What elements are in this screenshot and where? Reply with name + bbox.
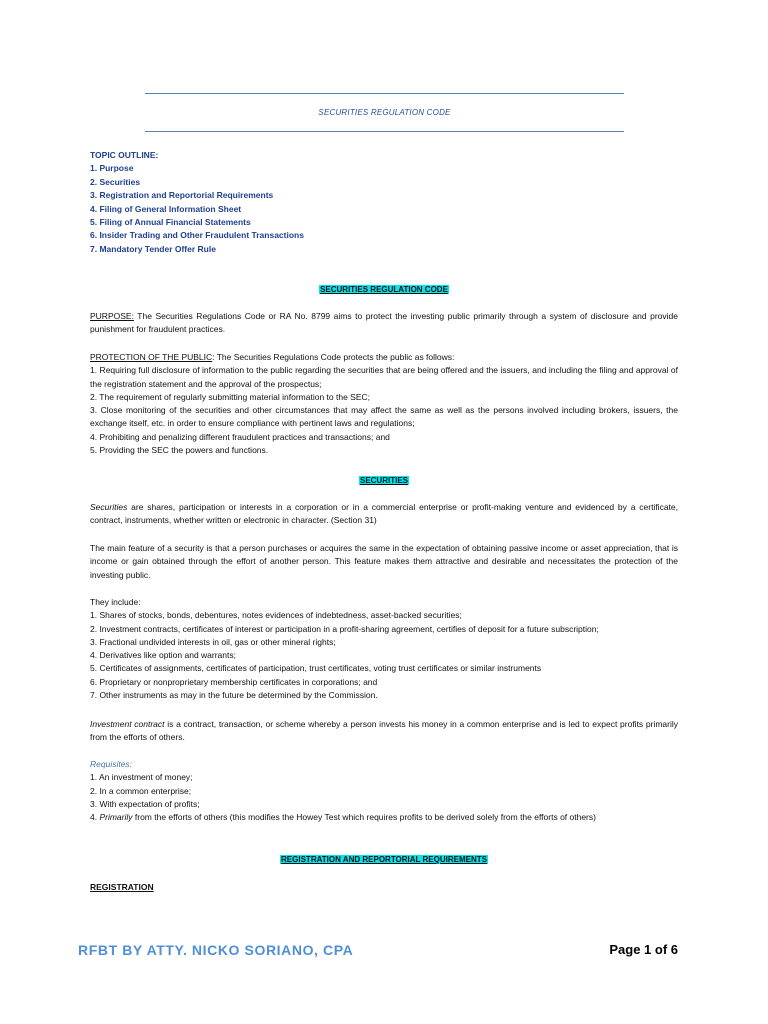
outline-item: 3. Registration and Reportorial Requirements <box>90 190 274 201</box>
purpose-label: PURPOSE: <box>90 311 134 321</box>
protection-item: 3. Close monitoring of the securities and other circumstances that may affect the same as well as the persons involved including brokers, issuers, the exchange itself, etc. in order to ensure compliance with pertinent laws and regulations; <box>90 405 678 429</box>
securities-definition <box>90 501 678 528</box>
header-rule-top <box>145 93 624 94</box>
protection-text: : The Securities Regulations Code protects the public as follows: <box>212 352 455 362</box>
req4-prefix: 4. <box>90 812 100 823</box>
include-label: They include: <box>90 597 141 607</box>
req4-text: from the efforts of others (this modifies the Howey Test which requires profits to be derived solely from the efforts of others) <box>132 812 596 823</box>
section-heading-src <box>90 283 678 296</box>
page-number: Page 1 of 6 <box>609 942 678 957</box>
outline-item: 2. Securities <box>90 176 141 187</box>
def-term: Securities <box>90 502 128 512</box>
include-list <box>90 596 678 702</box>
outline-item: 5. Filing of Annual Financial Statements <box>90 217 251 228</box>
requisite-item: 2. In a common enterprise; <box>90 785 192 796</box>
protection-item: 4. Prohibiting and penalizing different fraudulent practices and transactions; and <box>90 431 390 442</box>
purpose-paragraph <box>90 310 678 337</box>
ic-term: Investment contract <box>90 719 165 729</box>
outline-item: 1. Purpose <box>90 163 134 174</box>
protection-item: 1. Requiring full disclosure of information to the public regarding the securities that are being offered and the issuers, and including the filing and approval of the registration statement and the approval of the prospectus; <box>90 365 678 389</box>
topic-outline <box>90 149 304 256</box>
include-item: 1. Shares of stocks, bonds, debentures, notes evidences of indebtedness, asset-backed securities; <box>90 610 462 621</box>
def-text: are shares, participation or interests in a corporation or in a commercial enterprise or profit-making venture and evidenced by a certificate, contract, instruments, whether written or electronic in character. (Section 31) <box>90 502 678 526</box>
include-item: 3. Fractional undivided interests in oil, gas or other mineral rights; <box>90 636 336 647</box>
feature-paragraph: The main feature of a security is that a person purchases or acquires the same in the expectation of obtaining passive income or asset appreciation, that is income or gain obtained through the effort of another person. This feature makes them attractive and desirable and necessitates the protection of the investing public. <box>90 543 678 580</box>
section-heading-securities <box>90 474 678 487</box>
ic-text: is a contract, transaction, or scheme whereby a person invests his money in a common enterprise and is led to expect profits primarily from the efforts of others. <box>90 719 679 743</box>
header-rule-bottom <box>145 131 624 132</box>
protection-label: PROTECTION OF THE PUBLIC <box>90 352 213 362</box>
section-heading-registration <box>90 853 678 866</box>
include-item: 6. Proprietary or nonproprietary membership certificates in corporations; and <box>90 676 378 687</box>
highlighted-heading: SECURITIES <box>359 476 408 485</box>
investment-contract-paragraph <box>90 718 678 745</box>
requisites-label: Requisites: <box>90 759 133 769</box>
include-item: 4. Derivatives like option and warrants; <box>90 650 236 661</box>
protection-item: 5. Providing the SEC the powers and functions. <box>90 445 269 456</box>
include-item: 2. Investment contracts, certificates of interest or participation in a profit-sharing agreement, certifies of deposit for a future subscription; <box>90 623 599 634</box>
highlighted-heading: REGISTRATION AND REPORTORIAL REQUIREMENTS <box>281 855 487 864</box>
registration-label: REGISTRATION <box>90 882 154 892</box>
purpose-text: The Securities Regulations Code or RA No. 8799 aims to protect the investing public primarily through a system of disclosure and provide punishment for fraudulent practices. <box>90 311 678 335</box>
outline-item: 7. Mandatory Tender Offer Rule <box>90 243 216 254</box>
header-title: SECURITIES REGULATION CODE <box>318 108 451 117</box>
highlighted-heading: SECURITIES REGULATION CODE <box>320 285 448 294</box>
outline-item: 4. Filing of General Information Sheet <box>90 203 242 214</box>
protection-item: 2. The requirement of regularly submitting material information to the SEC; <box>90 391 371 402</box>
requisite-item: 1. An investment of money; <box>90 772 193 783</box>
outline-heading: TOPIC OUTLINE: <box>90 150 159 160</box>
protection-block <box>90 351 678 457</box>
include-item: 5. Certificates of assignments, certificates of participation, trust certificates, voting trust certificates or similar instruments <box>90 663 542 674</box>
footer-author: RFBT BY ATTY. NICKO SORIANO, CPA <box>78 942 354 958</box>
include-item: 7. Other instruments as may in the future be determined by the Commission. <box>90 690 378 701</box>
outline-item: 6. Insider Trading and Other Fraudulent Transactions <box>90 230 304 241</box>
registration-subheading <box>90 881 678 894</box>
requisites-list <box>90 758 678 824</box>
requisite-item <box>90 811 678 824</box>
requisite-item: 3. With expectation of profits; <box>90 798 200 809</box>
req4-term: Primarily <box>99 812 133 823</box>
